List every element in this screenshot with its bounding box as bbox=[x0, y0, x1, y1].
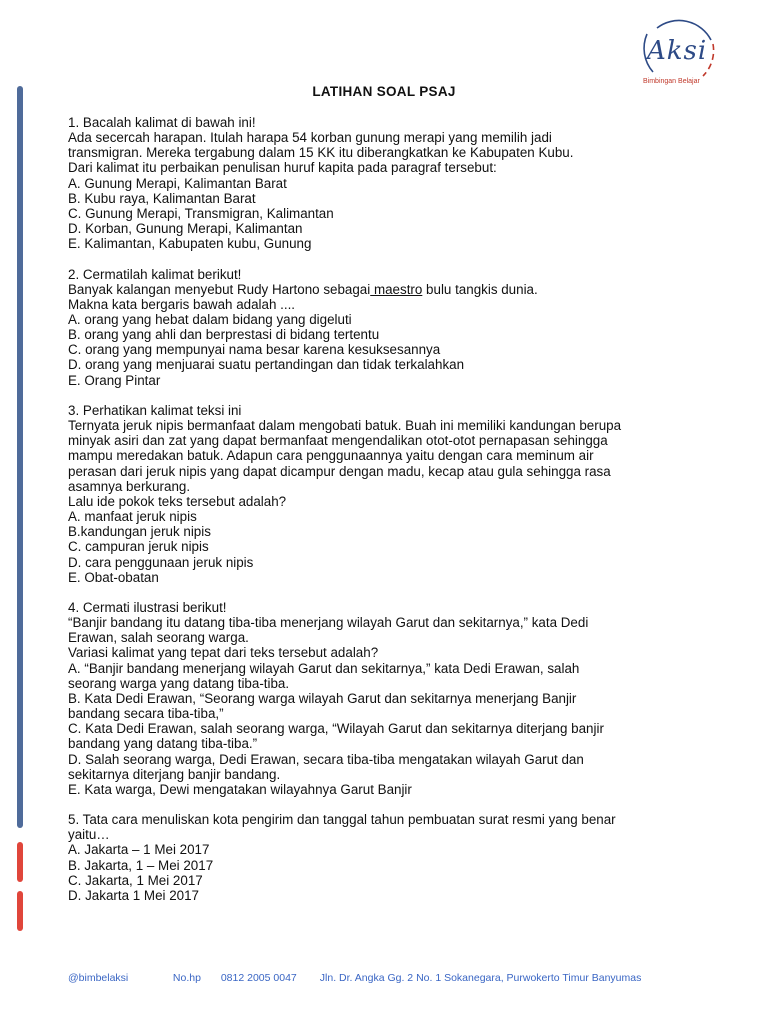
question-text: Variasi kalimat yang tepat dari teks tersebut adalah? bbox=[68, 645, 379, 661]
answer-option: A. manfaat jeruk nipis bbox=[68, 509, 197, 525]
question-text: 1. Bacalah kalimat di bawah ini! bbox=[68, 115, 256, 130]
answer-option: B. Jakarta, 1 – Mei 2017 bbox=[68, 857, 214, 873]
answer-option: E. Kalimantan, Kabupaten kubu, Gunung bbox=[68, 236, 312, 252]
question-3 bbox=[68, 403, 708, 585]
question-text: perasan dari jeruk nipis yang dapat dicampur dengan madu, kecap atau gula sehingga rasa bbox=[68, 463, 611, 479]
question-text: mampu meredakan batuk. Adapun cara penggunaannya yaitu dengan cara meminum air bbox=[68, 448, 594, 464]
answer-option: E. Orang Pintar bbox=[68, 372, 161, 388]
answer-option: B. Kubu raya, Kalimantan Barat bbox=[68, 190, 256, 206]
page-footer bbox=[68, 972, 641, 984]
answer-option: A. “Banjir bandang menerjang wilayah Garut dan sekitarnya,” kata Dedi Erawan, salah bbox=[68, 660, 580, 676]
question-1 bbox=[68, 115, 708, 251]
question-text: Ternyata jeruk nipis bermanfaat dalam mengobati batuk. Buah ini memiliki kandungan berupa bbox=[68, 418, 622, 434]
logo-wordmark: Aksi bbox=[647, 36, 708, 66]
question-text: yaitu… bbox=[68, 827, 110, 843]
question-text: 2. Cermatilah kalimat berikut! bbox=[68, 266, 242, 282]
sentence-before: Banyak kalangan menyebut Rudy Hartono sebagai bbox=[68, 281, 371, 297]
answer-option: D. Jakarta 1 Mei 2017 bbox=[68, 887, 199, 903]
footer-phone-number: 0812 2005 0047 bbox=[220, 972, 297, 984]
question-5 bbox=[68, 812, 708, 903]
answer-option: bandang yang datang tiba-tiba.” bbox=[68, 736, 258, 752]
answer-option: C. Gunung Merapi, Transmigran, Kalimantan bbox=[68, 205, 334, 221]
answer-option: bandang secara tiba-tiba,” bbox=[68, 706, 224, 722]
question-text bbox=[68, 282, 708, 297]
question-text: Erawan, salah seorang warga. bbox=[68, 630, 249, 646]
question-text: 3. Perhatikan kalimat teksi ini bbox=[68, 402, 242, 418]
question-2 bbox=[68, 267, 708, 388]
answer-option: C. Kata Dedi Erawan, salah seorang warga, “Wilayah Garut dan sekitarnya diterjang banjir bbox=[68, 721, 604, 737]
logo-tagline: Bimbingan Belajar bbox=[643, 78, 700, 85]
page-title: LATIHAN SOAL PSAJ bbox=[312, 84, 456, 99]
answer-option: C. Jakarta, 1 Mei 2017 bbox=[68, 872, 203, 888]
question-text: 4. Cermati ilustrasi berikut! bbox=[68, 599, 227, 615]
side-accent-bar-red-top bbox=[17, 842, 23, 882]
side-accent-bar-red-bottom bbox=[17, 891, 23, 931]
footer-address: Jln. Dr. Angka Gg. 2 No. 1 Sokanegara, Purwokerto Timur Banyumas bbox=[319, 972, 642, 984]
answer-option: B. Kata Dedi Erawan, “Seorang warga wilayah Garut dan sekitarnya menerjang Banjir bbox=[68, 690, 577, 706]
question-text: transmigran. Mereka tergabung dalam 15 KK itu diberangkatkan ke Kabupaten Kubu. bbox=[68, 145, 574, 161]
answer-option: A. orang yang hebat dalam bidang yang digeluti bbox=[68, 312, 352, 328]
side-accent-bar-blue bbox=[17, 86, 23, 828]
answer-option: B. orang yang ahli dan berprestasi di bidang tertentu bbox=[68, 327, 380, 343]
answer-option: D. orang yang menjuarai suatu pertandingan dan tidak terkalahkan bbox=[68, 357, 465, 373]
answer-option: B.kandungan jeruk nipis bbox=[68, 524, 211, 540]
answer-option: sekitarnya diterjang banjir bandang. bbox=[68, 766, 281, 782]
answer-option: E. Kata warga, Dewi mengatakan wilayahnya Garut Banjir bbox=[68, 781, 412, 797]
question-text: Lalu ide pokok teks tersebut adalah? bbox=[68, 493, 287, 509]
question-text: asamnya berkurang. bbox=[68, 478, 191, 494]
answer-option: D. Korban, Gunung Merapi, Kalimantan bbox=[68, 221, 303, 237]
footer-phone-label: No.hp bbox=[172, 972, 201, 984]
answer-option: C. campuran jeruk nipis bbox=[68, 539, 209, 555]
question-text: 5. Tata cara menuliskan kota pengirim dan tanggal tahun pembuatan surat resmi yang benar bbox=[68, 812, 616, 828]
question-list bbox=[68, 115, 708, 918]
question-text: Makna kata bergaris bawah adalah .... bbox=[68, 296, 296, 312]
answer-option: D. cara penggunaan jeruk nipis bbox=[68, 554, 254, 570]
answer-option: A. Jakarta – 1 Mei 2017 bbox=[68, 842, 210, 858]
underlined-word: maestro bbox=[370, 281, 423, 297]
answer-option: A. Gunung Merapi, Kalimantan Barat bbox=[68, 175, 287, 191]
aksi-logo bbox=[633, 14, 723, 90]
answer-option: seorang warga yang datang tiba-tiba. bbox=[68, 675, 290, 691]
question-text: Dari kalimat itu perbaikan penulisan huruf kapita pada paragraf tersebut: bbox=[68, 160, 497, 176]
answer-option: C. orang yang mempunyai nama besar karena kesuksesannya bbox=[68, 342, 441, 358]
question-text: minyak asiri dan zat yang dapat bermanfaat mengendalikan otot-otot pernapasan sehingga bbox=[68, 433, 608, 449]
question-4 bbox=[68, 600, 708, 797]
footer-social-handle: @bimbelaksi bbox=[68, 972, 129, 984]
answer-option: D. Salah seorang warga, Dedi Erawan, secara tiba-tiba mengatakan wilayah Garut dan bbox=[68, 751, 584, 767]
answer-option: E. Obat-obatan bbox=[68, 569, 159, 585]
question-text: “Banjir bandang itu datang tiba-tiba menerjang wilayah Garut dan sekitarnya,” kata Dedi bbox=[68, 615, 589, 631]
sentence-after: bulu tangkis dunia. bbox=[422, 281, 538, 297]
question-text: Ada secercah harapan. Itulah harapa 54 korban gunung merapi yang memilih jadi bbox=[68, 130, 552, 146]
